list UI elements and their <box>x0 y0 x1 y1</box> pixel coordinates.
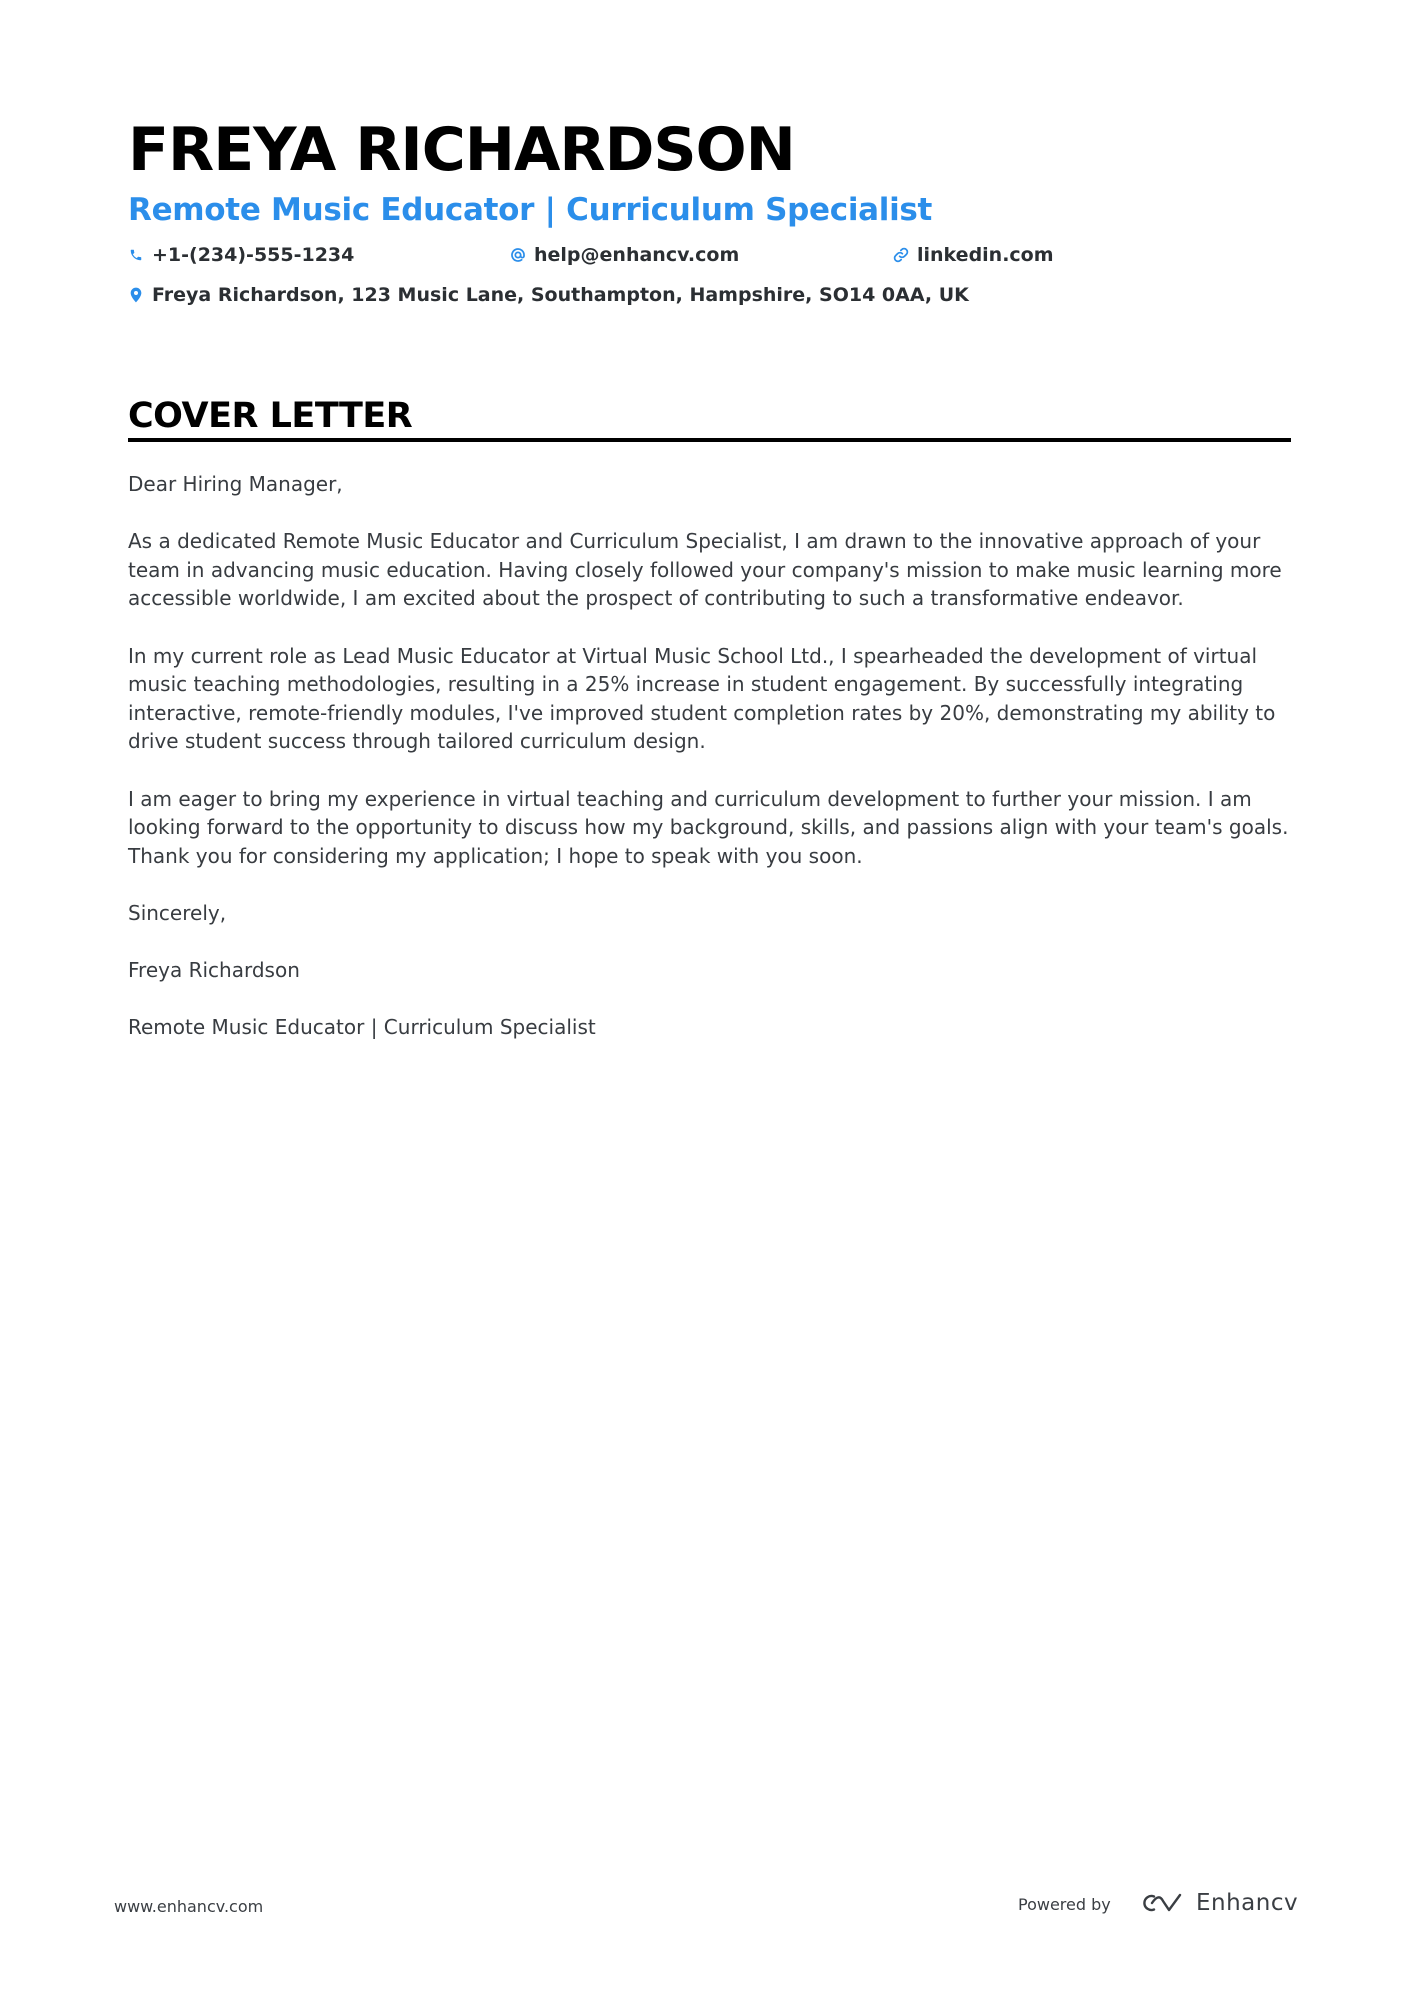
powered-by-label: Powered by <box>1018 1895 1111 1914</box>
contact-link-text: linkedin.com <box>917 244 1054 266</box>
enhancv-logo-icon <box>1140 1891 1186 1915</box>
letter-paragraph: I am eager to bring my experience in virtual teaching and curriculum development to further your mission. I am looking forward to the opportunity to discuss how my background, skills, and passions align with your team's goals. Thank you for considering my application; I hope to speak with you soon. <box>128 786 1289 868</box>
contact-address <box>128 282 969 308</box>
contact-phone <box>128 242 354 268</box>
letter-salutation: Dear Hiring Manager, <box>128 472 343 496</box>
letter-signature-title: Remote Music Educator | Curriculum Specialist <box>128 1015 596 1040</box>
brand-logo[interactable] <box>1140 1889 1298 1917</box>
letter-paragraph: In my current role as Lead Music Educator at Virtual Music School Ltd., I spearheaded the development of virtual music teaching methodologies, resulting in a 25% increase in student engagement. By successfully integrating interactive, remote-friendly modules, I've improved student completion rates by 20%, demonstrating my ability to drive student success through tailored curriculum design. <box>128 643 1276 754</box>
section-divider <box>128 438 1291 442</box>
letter-body <box>128 470 1291 1070</box>
contact-link <box>893 242 1054 268</box>
candidate-name: FREYA RICHARDSON <box>128 115 795 185</box>
letter-paragraph: As a dedicated Remote Music Educator and Curriculum Specialist, I am drawn to the innovative approach of your team in advancing music education. Having closely followed your company's mission to make music learning more accessible worldwide, I am excited about the prospect of contributing to such a transformative endeavor. <box>128 529 1282 611</box>
letter-closing: Sincerely, <box>128 900 227 925</box>
footer-url[interactable]: www.enhancv.com <box>114 1897 264 1916</box>
location-pin-icon <box>128 287 144 303</box>
brand-name: Enhancv <box>1196 1890 1299 1916</box>
at-icon <box>510 247 526 263</box>
letter-signature-name: Freya Richardson <box>128 958 300 983</box>
contact-email-text: help@enhancv.com <box>534 244 740 266</box>
section-title: COVER LETTER <box>128 396 413 436</box>
candidate-headline: Remote Music Educator | Curriculum Specialist <box>128 192 933 228</box>
contact-email <box>510 242 739 268</box>
link-icon <box>893 247 909 263</box>
phone-icon <box>128 247 144 263</box>
contact-address-text: Freya Richardson, 123 Music Lane, Southampton, Hampshire, SO14 0AA, UK <box>152 284 969 306</box>
contact-phone-text: +1-(234)-555-1234 <box>152 244 355 266</box>
